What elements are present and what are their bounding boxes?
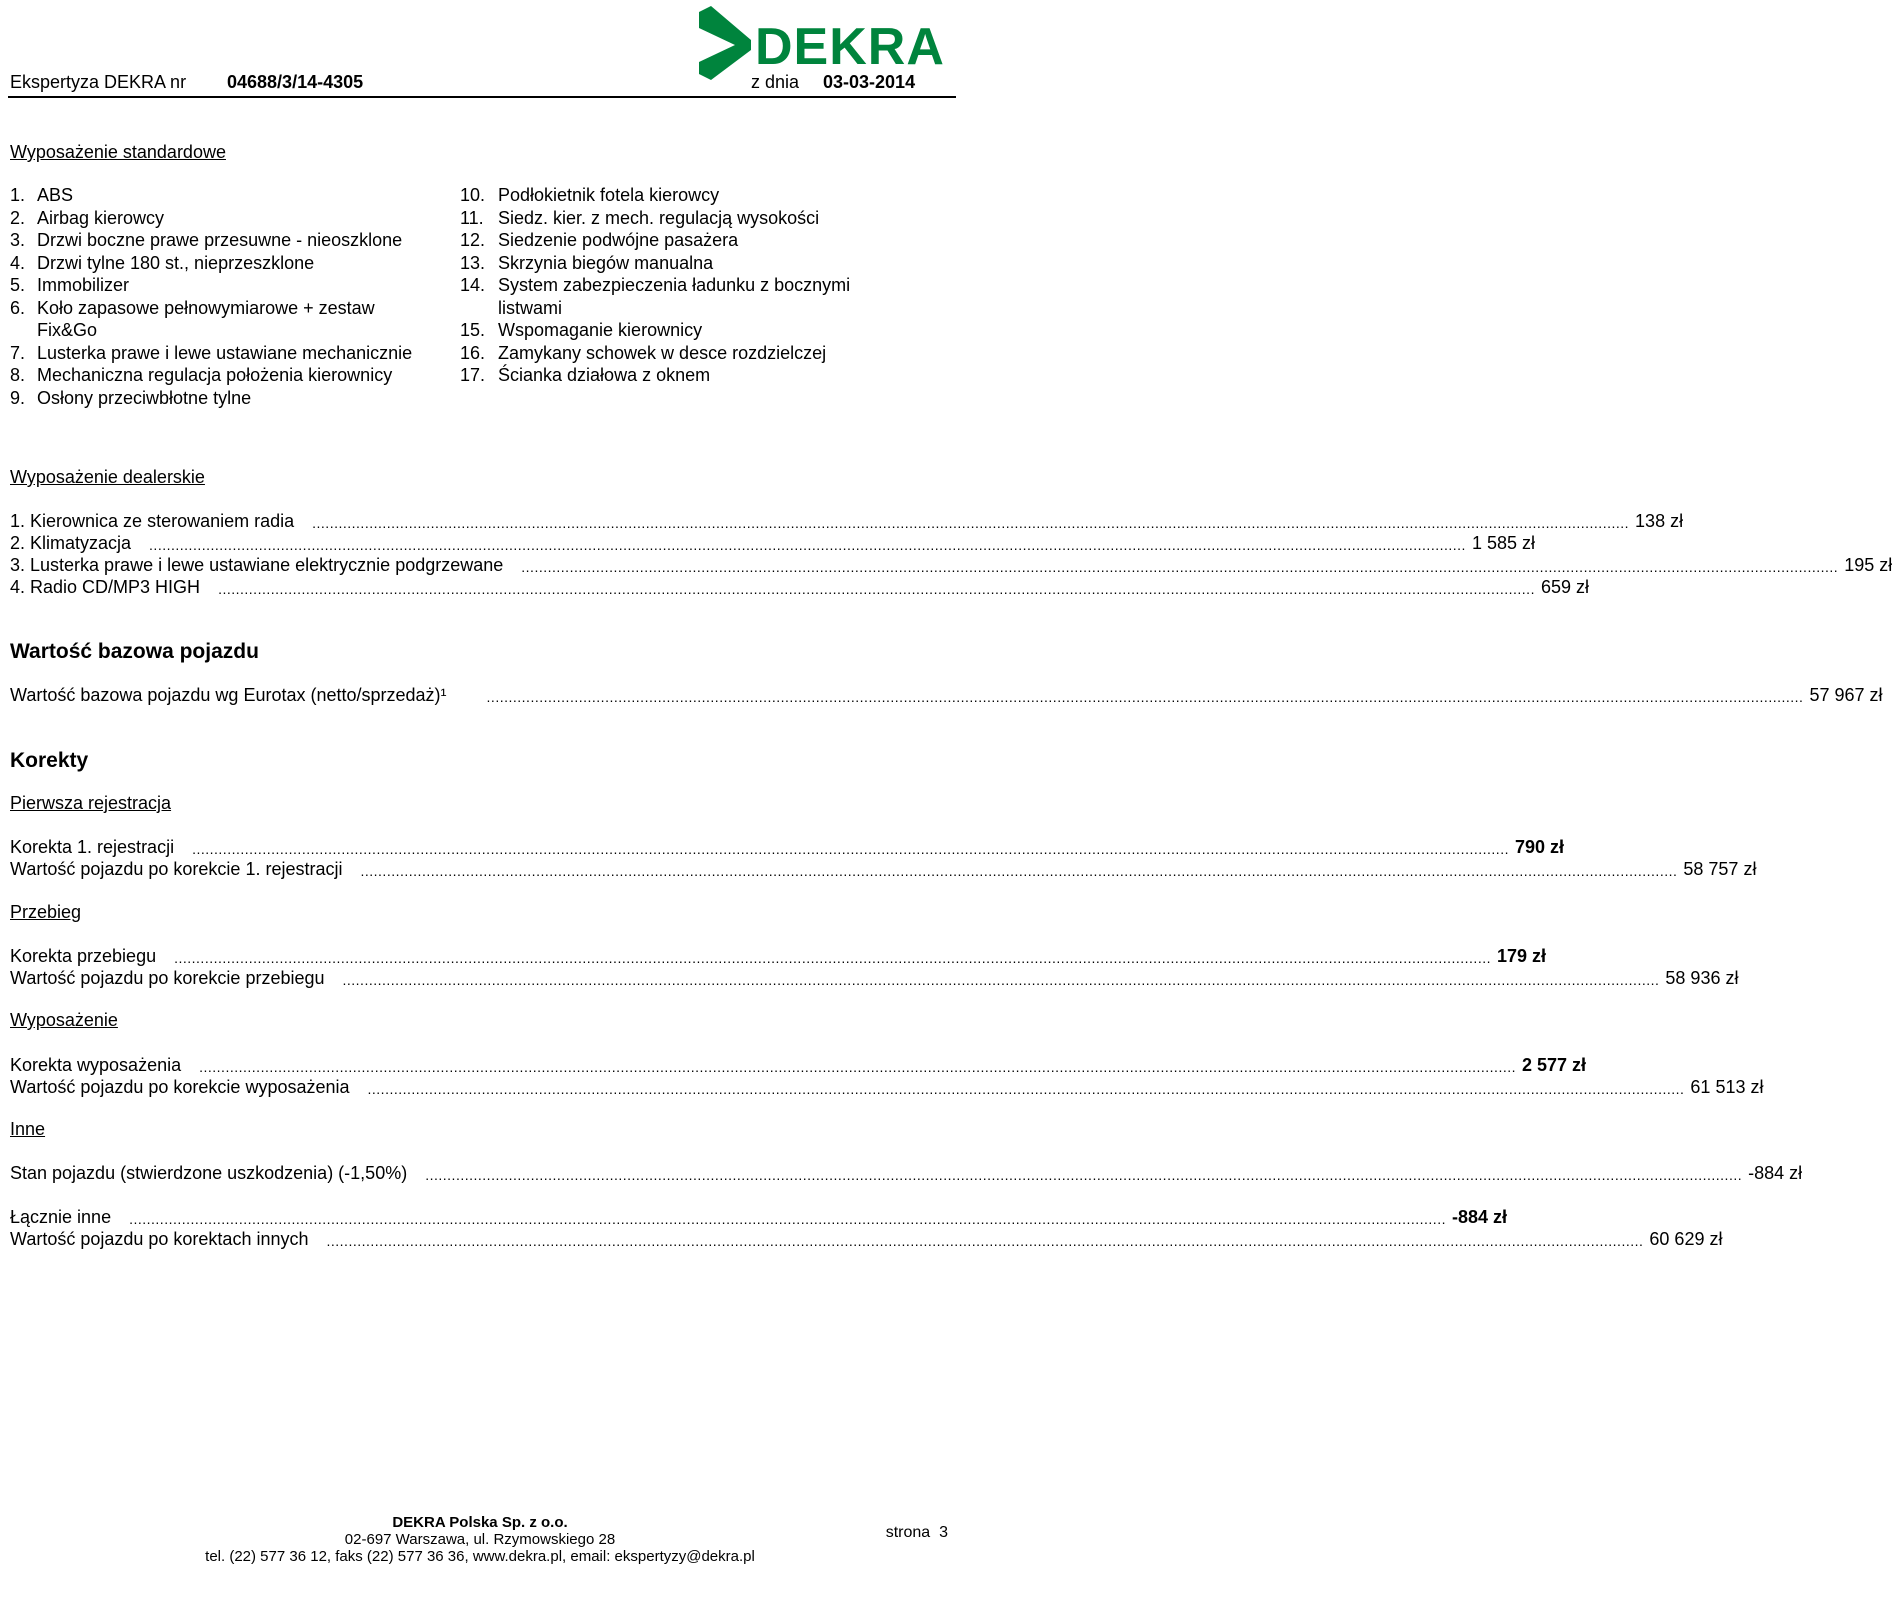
- correction-value: 2 577 zł: [1522, 1055, 1587, 1075]
- page-label: strona: [885, 1524, 931, 1541]
- equipment-after-row: [10, 1076, 1764, 1098]
- after-correction-label: Wartość pojazdu po korektach innych: [10, 1229, 309, 1249]
- equipment-item: [460, 364, 890, 387]
- page-value: 3: [939, 1524, 948, 1541]
- equipment-item-number: 5.: [10, 275, 26, 295]
- correction-label: Korekta 1. rejestracji: [10, 837, 175, 857]
- report-date: 03-03-2014: [823, 72, 916, 92]
- leader-dots: ............................................................................................................................................................................................................................................................................................................: [342, 972, 1660, 988]
- equipment-item-label: Immobilizer: [37, 275, 130, 295]
- equipment-item-label: Lusterka prawe i lewe ustawiane mechanicznie: [37, 342, 413, 363]
- footer-company: DEKRA Polska Sp. z o.o.: [392, 1514, 568, 1531]
- equipment-item: [460, 184, 890, 207]
- equipment-item: [460, 274, 890, 319]
- after-correction-label: Wartość pojazdu po korekcie 1. rejestracji: [10, 859, 343, 879]
- dealer-item-value: 195 zł: [1844, 555, 1892, 575]
- equipment-item: [10, 297, 430, 342]
- equipment-item-number: 16.: [460, 342, 486, 363]
- equipment-item-label: Osłony przeciwbłotne tylne: [37, 387, 252, 408]
- equipment-item: [10, 342, 430, 365]
- equipment-item-number: 14.: [460, 275, 486, 295]
- subsection-title-other: Inne: [10, 1119, 46, 1139]
- base-value: 57 967 zł: [1809, 685, 1883, 705]
- section-title-corrections: Korekty: [10, 749, 89, 772]
- after-correction-label: Wartość pojazdu po korekcie przebiegu: [10, 968, 325, 988]
- report-number: 04688/3/14-4305: [227, 72, 364, 92]
- other-total-label: Łącznie inne: [10, 1207, 112, 1227]
- dealer-item-value: 1 585 zł: [1471, 533, 1535, 553]
- equipment-item-label: Zamykany schowek w desce rozdzielczej: [498, 342, 827, 363]
- leader-dots: ............................................................................................................................................................................................................................................................................................................: [486, 689, 1804, 705]
- other-total-value: -884 zł: [1451, 1207, 1508, 1227]
- leader-dots: ............................................................................................................................................................................................................................................................................................................: [360, 863, 1678, 879]
- dealer-row: [10, 532, 1535, 554]
- condition-row: [10, 1162, 1803, 1184]
- dealer-item-value: 138 zł: [1635, 511, 1684, 531]
- equipment-item-number: 7.: [10, 342, 26, 363]
- report-label: Ekspertyza DEKRA nr: [10, 72, 187, 92]
- equipment-item-number: 4.: [10, 252, 26, 273]
- equipment-item-label: Siedzenie podwójne pasażera: [498, 230, 739, 250]
- subsection-title-equipment: Wyposażenie: [10, 1010, 118, 1030]
- base-value-row: [10, 684, 1883, 706]
- dekra-logo-text: DEKRA: [755, 18, 945, 76]
- leader-dots: ............................................................................................................................................................................................................................................................................................................: [149, 537, 1466, 553]
- equipment-item: [10, 184, 430, 207]
- leader-dots: ............................................................................................................................................................................................................................................................................................................: [326, 1233, 1644, 1249]
- equipment-item-number: 15.: [460, 320, 486, 340]
- equipment-item: [10, 207, 430, 230]
- equipment-item-label: Siedz. kier. z mech. regulacją wysokości: [498, 207, 820, 228]
- equipment-item-label: Drzwi tylne 180 st., nieprzeszklone: [37, 252, 315, 273]
- registration-after-row: [10, 858, 1757, 880]
- dealer-item-label: 4. Radio CD/MP3 HIGH: [10, 577, 201, 597]
- equipment-item-number: 11.: [460, 207, 484, 228]
- equipment-item: [10, 252, 430, 275]
- equipment-item: [10, 364, 430, 387]
- equipment-item-number: 6.: [10, 297, 26, 318]
- after-correction-value: 60 629 zł: [1649, 1229, 1723, 1249]
- correction-label: Korekta przebiegu: [10, 946, 157, 966]
- condition-label: Stan pojazdu (stwierdzone uszkodzenia) (-1,50%): [10, 1163, 408, 1183]
- dealer-row: [10, 554, 1892, 576]
- equipment-item-label: Airbag kierowcy: [37, 207, 165, 228]
- equipment-item-number: 10.: [460, 185, 486, 205]
- dealer-item-value: 659 zł: [1540, 577, 1590, 597]
- other-total-row: [10, 1206, 1508, 1228]
- equipment-item: [460, 342, 890, 365]
- footer-address: 02-697 Warszawa, ul. Rzymowskiego 28: [344, 1531, 616, 1548]
- correction-label: Korekta wyposażenia: [10, 1055, 182, 1075]
- equipment-item: [460, 207, 890, 230]
- after-correction-value: 58 757 zł: [1683, 859, 1757, 879]
- section-title-dealer: Wyposażenie dealerskie: [10, 467, 205, 487]
- equipment-item-label: Drzwi boczne prawe przesuwne - nieoszklone: [37, 230, 403, 250]
- leader-dots: ............................................................................................................................................................................................................................................................................................................: [174, 950, 1491, 966]
- equipment-item: [10, 274, 430, 297]
- mileage-after-row: [10, 967, 1739, 989]
- standard-list-right: [460, 184, 890, 387]
- subsection-title-mileage: Przebieg: [10, 902, 82, 922]
- dealer-row: [10, 510, 1684, 532]
- dealer-item-label: 1. Kierownica ze sterowaniem radia: [10, 511, 295, 531]
- after-correction-value: 58 936 zł: [1665, 968, 1739, 988]
- subsection-title-registration: Pierwsza rejestracja: [10, 793, 172, 813]
- leader-dots: ............................................................................................................................................................................................................................................................................................................: [199, 1059, 1517, 1075]
- equipment-item-label: Skrzynia biegów manualna: [498, 252, 714, 273]
- equipment-item: [460, 229, 890, 252]
- section-title-base: Wartość bazowa pojazdu: [10, 640, 259, 663]
- equipment-item-number: 13.: [460, 252, 486, 273]
- equipment-correction-row: [10, 1054, 1587, 1076]
- equipment-item-label: Koło zapasowe pełnowymiarowe + zestaw Fix&Go: [37, 297, 375, 340]
- after-correction-label: Wartość pojazdu po korekcie wyposażenia: [10, 1077, 350, 1097]
- equipment-item-number: 17.: [460, 365, 486, 385]
- equipment-item-label: ABS: [37, 185, 74, 205]
- leader-dots: ............................................................................................................................................................................................................................................................................................................: [312, 515, 1630, 531]
- equipment-item-number: 3.: [10, 230, 26, 250]
- leader-dots: ............................................................................................................................................................................................................................................................................................................: [367, 1081, 1685, 1097]
- equipment-item-label: Ścianka działowa z oknem: [498, 365, 711, 385]
- equipment-item: [10, 387, 430, 410]
- equipment-item-label: Mechaniczna regulacja położenia kierownicy: [37, 365, 393, 385]
- footer-contact: tel. (22) 577 36 12, faks (22) 577 36 36, www.dekra.pl, email: ekspertyzy@dekra.pl: [205, 1548, 755, 1565]
- section-title-standard: Wyposażenie standardowe: [10, 142, 226, 162]
- dekra-logo: [697, 6, 957, 80]
- condition-value: -884 zł: [1748, 1163, 1803, 1183]
- after-correction-value: 61 513 zł: [1690, 1077, 1764, 1097]
- dealer-item-label: 2. Klimatyzacja: [10, 533, 132, 553]
- correction-value: 790 zł: [1514, 837, 1565, 857]
- dealer-row: [10, 576, 1590, 598]
- equipment-item-number: 2.: [10, 207, 26, 228]
- dealer-item-label: 3. Lusterka prawe i lewe ustawiane elektrycznie podgrzewane: [10, 555, 504, 575]
- registration-correction-row: [10, 836, 1565, 858]
- leader-dots: ............................................................................................................................................................................................................................................................................................................: [192, 841, 1509, 857]
- base-value-label: Wartość bazowa pojazdu wg Eurotax (netto/sprzedaż)¹: [10, 685, 447, 705]
- leader-dots: ............................................................................................................................................................................................................................................................................................................: [129, 1211, 1446, 1227]
- equipment-item-number: 12.: [460, 230, 486, 250]
- equipment-item-label: System zabezpieczenia ładunku z bocznymi listwami: [498, 275, 851, 318]
- correction-value: 179 zł: [1497, 946, 1547, 966]
- leader-dots: ............................................................................................................................................................................................................................................................................................................: [521, 559, 1839, 575]
- equipment-item-label: Podłokietnik fotela kierowcy: [498, 185, 720, 205]
- date-label: z dnia: [751, 72, 800, 92]
- equipment-item-number: 9.: [10, 387, 26, 408]
- standard-list-left: [10, 184, 430, 409]
- leader-dots: ............................................................................................................................................................................................................................................................................................................: [218, 581, 1535, 597]
- equipment-item: [460, 252, 890, 275]
- equipment-item: [10, 229, 430, 252]
- equipment-item-label: Wspomaganie kierownicy: [498, 320, 703, 340]
- dekra-logo-mark-icon: [699, 6, 751, 80]
- equipment-item: [460, 319, 890, 342]
- mileage-correction-row: [10, 945, 1547, 967]
- equipment-item-number: 8.: [10, 365, 26, 385]
- leader-dots: ............................................................................................................................................................................................................................................................................................................: [425, 1167, 1743, 1183]
- equipment-item-number: 1.: [10, 185, 26, 205]
- other-after-row: [10, 1228, 1723, 1250]
